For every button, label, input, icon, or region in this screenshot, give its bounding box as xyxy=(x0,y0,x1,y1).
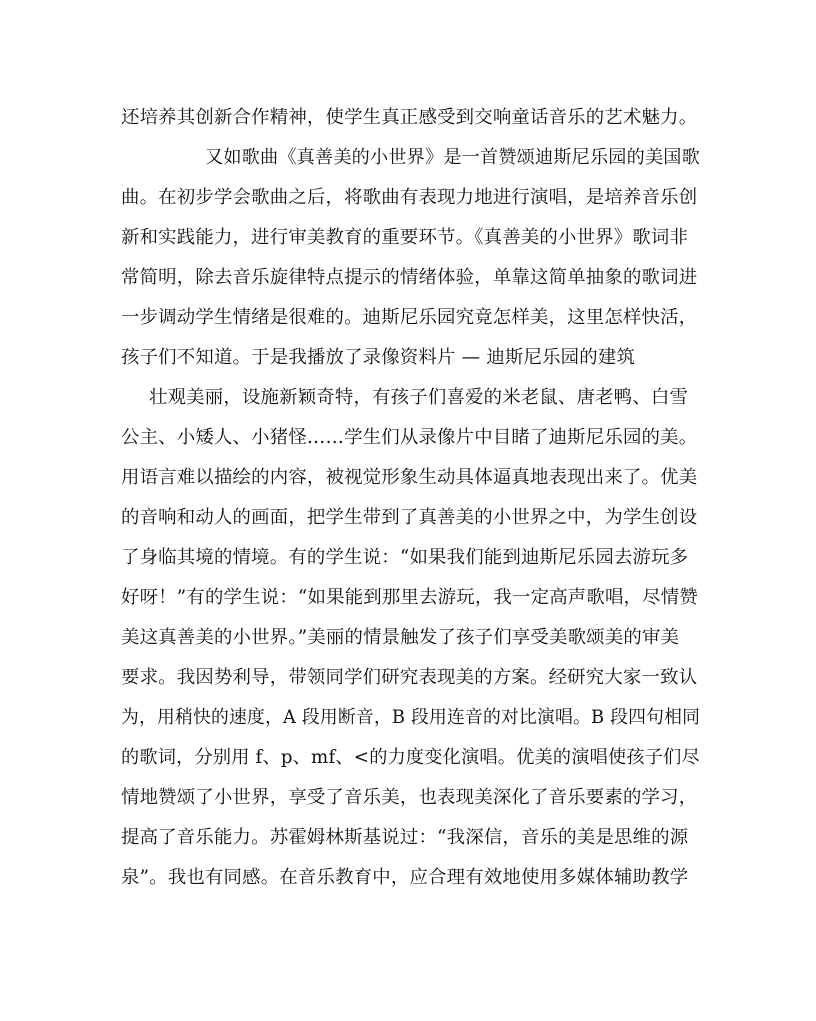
text-line: 又如歌曲《真善美的小世界》是一首赞颂迪斯尼乐园的美国歌 xyxy=(205,147,700,168)
text-line: 为，用稍快的速度，A 段用断音，B 段用连音的对比演唱。B 段四句相同 xyxy=(121,707,701,728)
text-line: 公主、小矮人、小猪怪……学生们从录像片中目睹了迪斯尼乐园的美。 xyxy=(121,427,698,448)
text-line: 的音响和动人的画面，把学生带到了真善美的小世界之中，为学生创设 xyxy=(121,507,698,528)
text-line: 了身临其境的情境。有的学生说：“如果我们能到迪斯尼乐园去游玩多 xyxy=(121,547,689,568)
text-line: 孩子们不知道。于是我播放了录像资料片 — 迪斯尼乐园的建筑 xyxy=(121,347,636,368)
text-line: 美这真善美的小世界。”美丽的情景触发了孩子们享受美歌颂美的审美 xyxy=(121,627,680,648)
text-line: 好呀！”有的学生说：“如果能到那里去游玩，我一定高声歌唱，尽情赞 xyxy=(121,587,698,608)
text-line: 新和实践能力，进行审美教育的重要环节。《真善美的小世界》歌词非 xyxy=(121,227,689,248)
text-line: 常简明，除去音乐旋律特点提示的情绪体验，单靠这简单抽象的歌词进 xyxy=(121,267,698,288)
text-line: 一步调动学生情绪是很难的。迪斯尼乐园究竟怎样美，这里怎样快活， xyxy=(121,307,698,328)
text-line: 提高了音乐能力。苏霍姆林斯基说过：“我深信，音乐的美是思维的源 xyxy=(121,827,689,848)
text-line: 用语言难以描绘的内容，被视觉形象生动具体逼真地表现出来了。优美 xyxy=(121,467,698,488)
text-line: 还培养其创新合作精神，使学生真正感受到交响童话音乐的艺术魅力。 xyxy=(121,107,698,128)
text-line: 曲。在初步学会歌曲之后，将歌曲有表现力地进行演唱，是培养音乐创 xyxy=(121,187,698,208)
text-line: 要求。我因势利导，带领同学们研究表现美的方案。经研究大家一致认 xyxy=(121,667,698,688)
text-line: 情地赞颂了小世界，享受了音乐美，也表现美深化了音乐要素的学习， xyxy=(121,787,698,808)
text-line: 壮观美丽，设施新颖奇特，有孩子们喜爱的米老鼠、唐老鸭、白雪 xyxy=(149,387,689,408)
text-line: 泉”。我也有同感。在音乐教育中，应合理有效地使用多媒体辅助教学 xyxy=(121,867,689,888)
text-line: 的歌词，分别用 f、p、mf、<的力度变化演唱。优美的演唱使孩子们尽 xyxy=(121,747,700,768)
